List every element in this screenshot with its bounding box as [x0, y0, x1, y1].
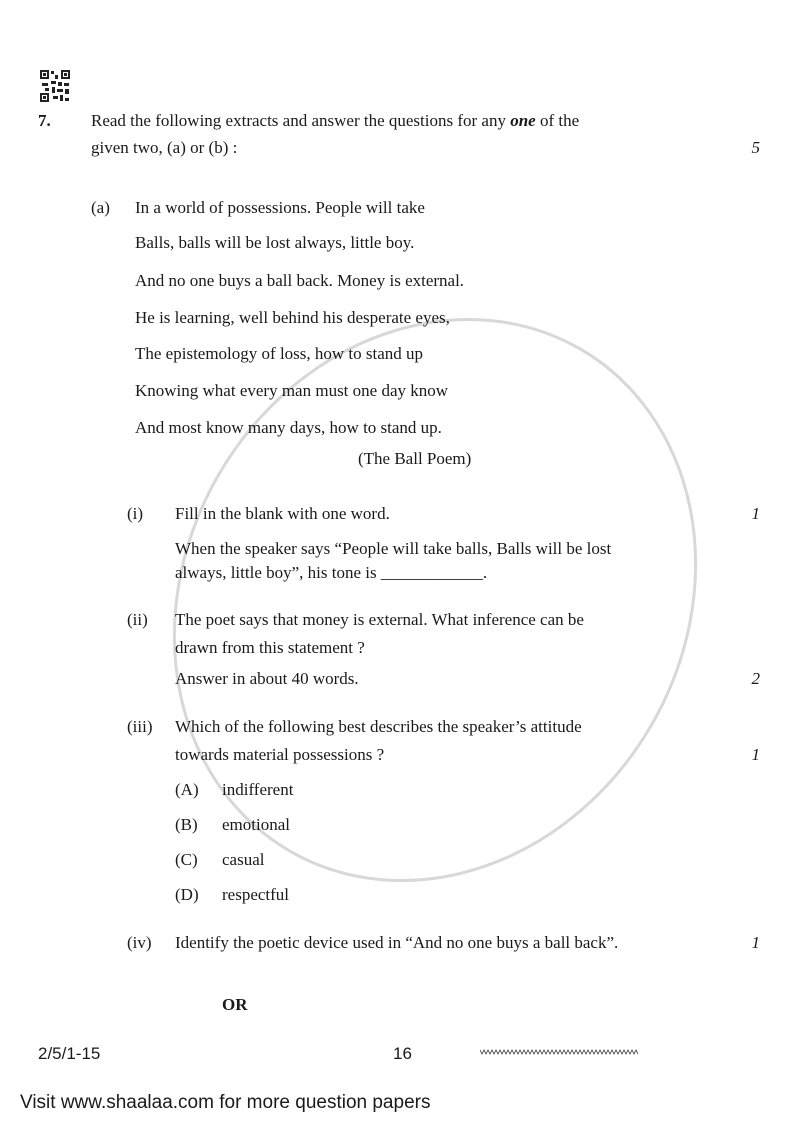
option-text: indifferent	[222, 780, 294, 799]
question-instruction	[91, 110, 579, 132]
or-separator: OR	[222, 995, 248, 1014]
subq-text: Identify the poetic device used in “And no one buys a ball back”.	[175, 933, 619, 952]
paper-code: 2/5/1-15	[38, 1044, 101, 1063]
subq-text: The poet says that money is external. What inference can be	[175, 610, 584, 629]
poem-line: Balls, balls will be lost always, little boy.	[135, 233, 415, 252]
subq-text: When the speaker says “People will take balls, Balls will be lost	[175, 539, 612, 558]
poem-line: He is learning, well behind his desperate eyes,	[135, 308, 450, 327]
option-label: (B)	[175, 815, 198, 834]
page-number: 16	[393, 1044, 412, 1063]
poem-line: In a world of possessions. People will take	[135, 198, 425, 217]
subq-text: always, little boy”, his tone is ____________.	[175, 563, 488, 582]
option-label: (D)	[175, 885, 199, 904]
subq-text: Fill in the blank with one word.	[175, 504, 390, 523]
instruction-text: Read the following extracts and answer the questions for any	[91, 111, 511, 130]
subq-label: (iii)	[127, 717, 153, 736]
subq-label: (i)	[127, 504, 144, 523]
subq-marks: 1	[751, 504, 760, 523]
option-label: (C)	[175, 850, 198, 869]
option-text: respectful	[222, 885, 290, 904]
poem-source: (The Ball Poem)	[358, 449, 472, 468]
option-text: casual	[222, 850, 265, 869]
subq-marks: 2	[751, 669, 760, 688]
instruction-text: of the	[535, 111, 580, 130]
poem-line: Knowing what every man must one day know	[135, 381, 449, 400]
part-a-label: (a)	[91, 198, 110, 217]
poem-line: And most know many days, how to stand up.	[135, 418, 442, 437]
wavy-line-decoration	[480, 1048, 640, 1056]
visit-link[interactable]: Visit www.shaalaa.com for more question papers	[20, 1092, 431, 1113]
subq-marks: 1	[751, 745, 760, 764]
option-label: (A)	[175, 780, 199, 799]
subq-text: drawn from this statement ?	[175, 638, 365, 657]
poem-line: The epistemology of loss, how to stand up	[135, 344, 424, 363]
qr-code-icon	[40, 70, 70, 102]
subq-label: (ii)	[127, 610, 148, 629]
subq-text: towards material possessions ?	[175, 745, 385, 764]
instruction-emphasis: one	[510, 111, 536, 130]
question-instruction-line2: given two, (a) or (b) :	[91, 138, 238, 157]
subq-text: Which of the following best describes the speaker’s attitude	[175, 717, 582, 736]
question-marks: 5	[751, 138, 760, 157]
subq-marks: 1	[751, 933, 760, 952]
subq-text: Answer in about 40 words.	[175, 669, 359, 688]
subq-label: (iv)	[127, 933, 152, 952]
question-number: 7.	[38, 111, 51, 130]
poem-line: And no one buys a ball back. Money is external.	[135, 271, 465, 290]
option-text: emotional	[222, 815, 290, 834]
